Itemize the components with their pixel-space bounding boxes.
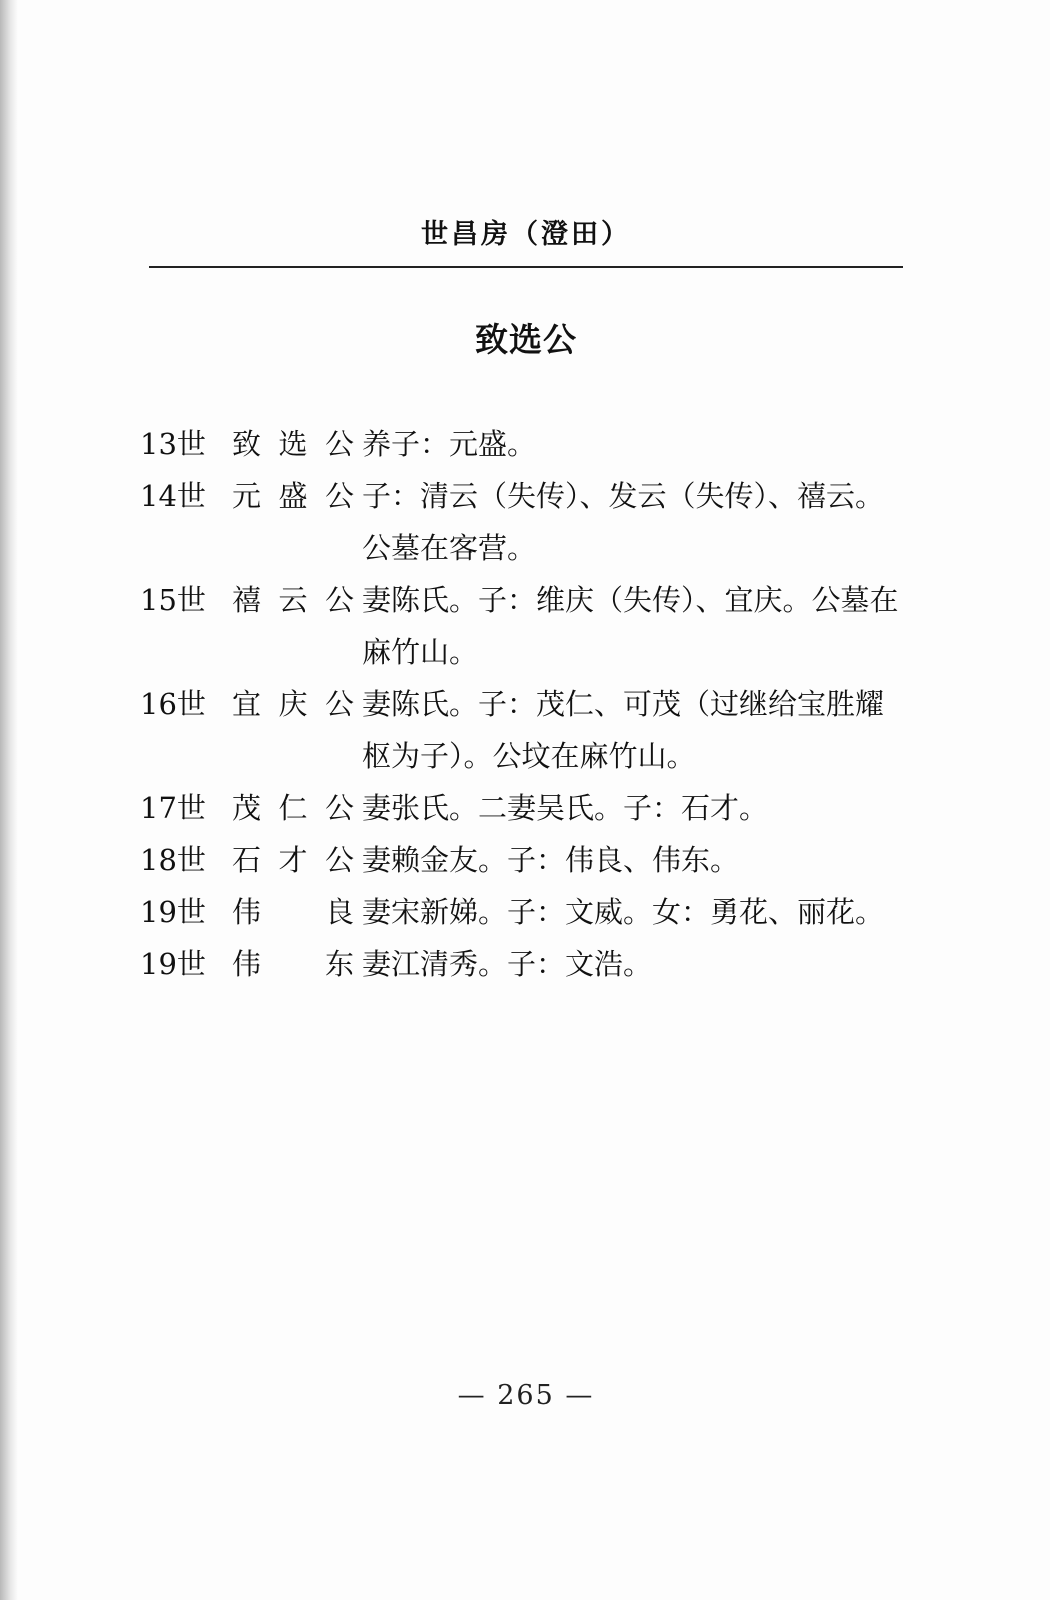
generation-label: 19世: [140, 947, 206, 981]
running-head: 世昌房（澄田）: [421, 219, 631, 250]
genealogy-entries: [140, 418, 900, 990]
entry-description: 妻江清秀。子：文浩。: [362, 947, 653, 981]
entry-description: 养子：元盛。: [362, 427, 537, 461]
person-name: 宜庆公: [232, 687, 354, 721]
binding-shadow: [0, 0, 18, 1600]
genealogy-entry: [140, 834, 900, 886]
generation-label: 16世: [140, 687, 206, 721]
person-name: 致选公: [232, 427, 354, 461]
genealogy-entry: [140, 886, 900, 938]
entry-description: 妻赖金友。子：伟良、伟东。: [362, 843, 740, 877]
header-rule: [149, 266, 903, 268]
generation-label: 13世: [140, 427, 206, 461]
generation-label: 19世: [140, 895, 206, 929]
entry-description: 妻陈氏。子：维庆（失传）、宜庆。公墓在麻竹山。: [362, 583, 899, 669]
genealogy-entry: [140, 574, 900, 678]
entry-description: 子：清云（失传）、发云（失传）、禧云。公墓在客营。: [362, 479, 885, 565]
genealogy-entry: [140, 418, 900, 470]
person-name: 茂仁公: [232, 791, 354, 825]
entry-description: 妻张氏。二妻吴氏。子：石才。: [362, 791, 769, 825]
entry-description: 妻陈氏。子：茂仁、可茂（过继给宝胜耀枢为子）。公坟在麻竹山。: [362, 687, 885, 773]
person-name: 元盛公: [232, 479, 354, 513]
generation-label: 14世: [140, 479, 206, 513]
genealogy-entry: [140, 782, 900, 834]
genealogy-entry: [140, 470, 900, 574]
section-title: 致选公: [475, 320, 577, 359]
person-name: 禧云公: [232, 583, 354, 617]
generation-label: 17世: [140, 791, 206, 825]
person-name: 石才公: [232, 843, 354, 877]
entry-description: 妻宋新娣。子：文威。女：勇花、丽花。: [362, 895, 885, 929]
generation-label: 18世: [140, 843, 206, 877]
genealogy-entry: [140, 678, 900, 782]
genealogy-entry: [140, 938, 900, 990]
person-name: 伟 东: [232, 947, 354, 981]
generation-label: 15世: [140, 583, 206, 617]
page-number: — 265 —: [457, 1380, 595, 1411]
person-name: 伟 良: [232, 895, 354, 929]
